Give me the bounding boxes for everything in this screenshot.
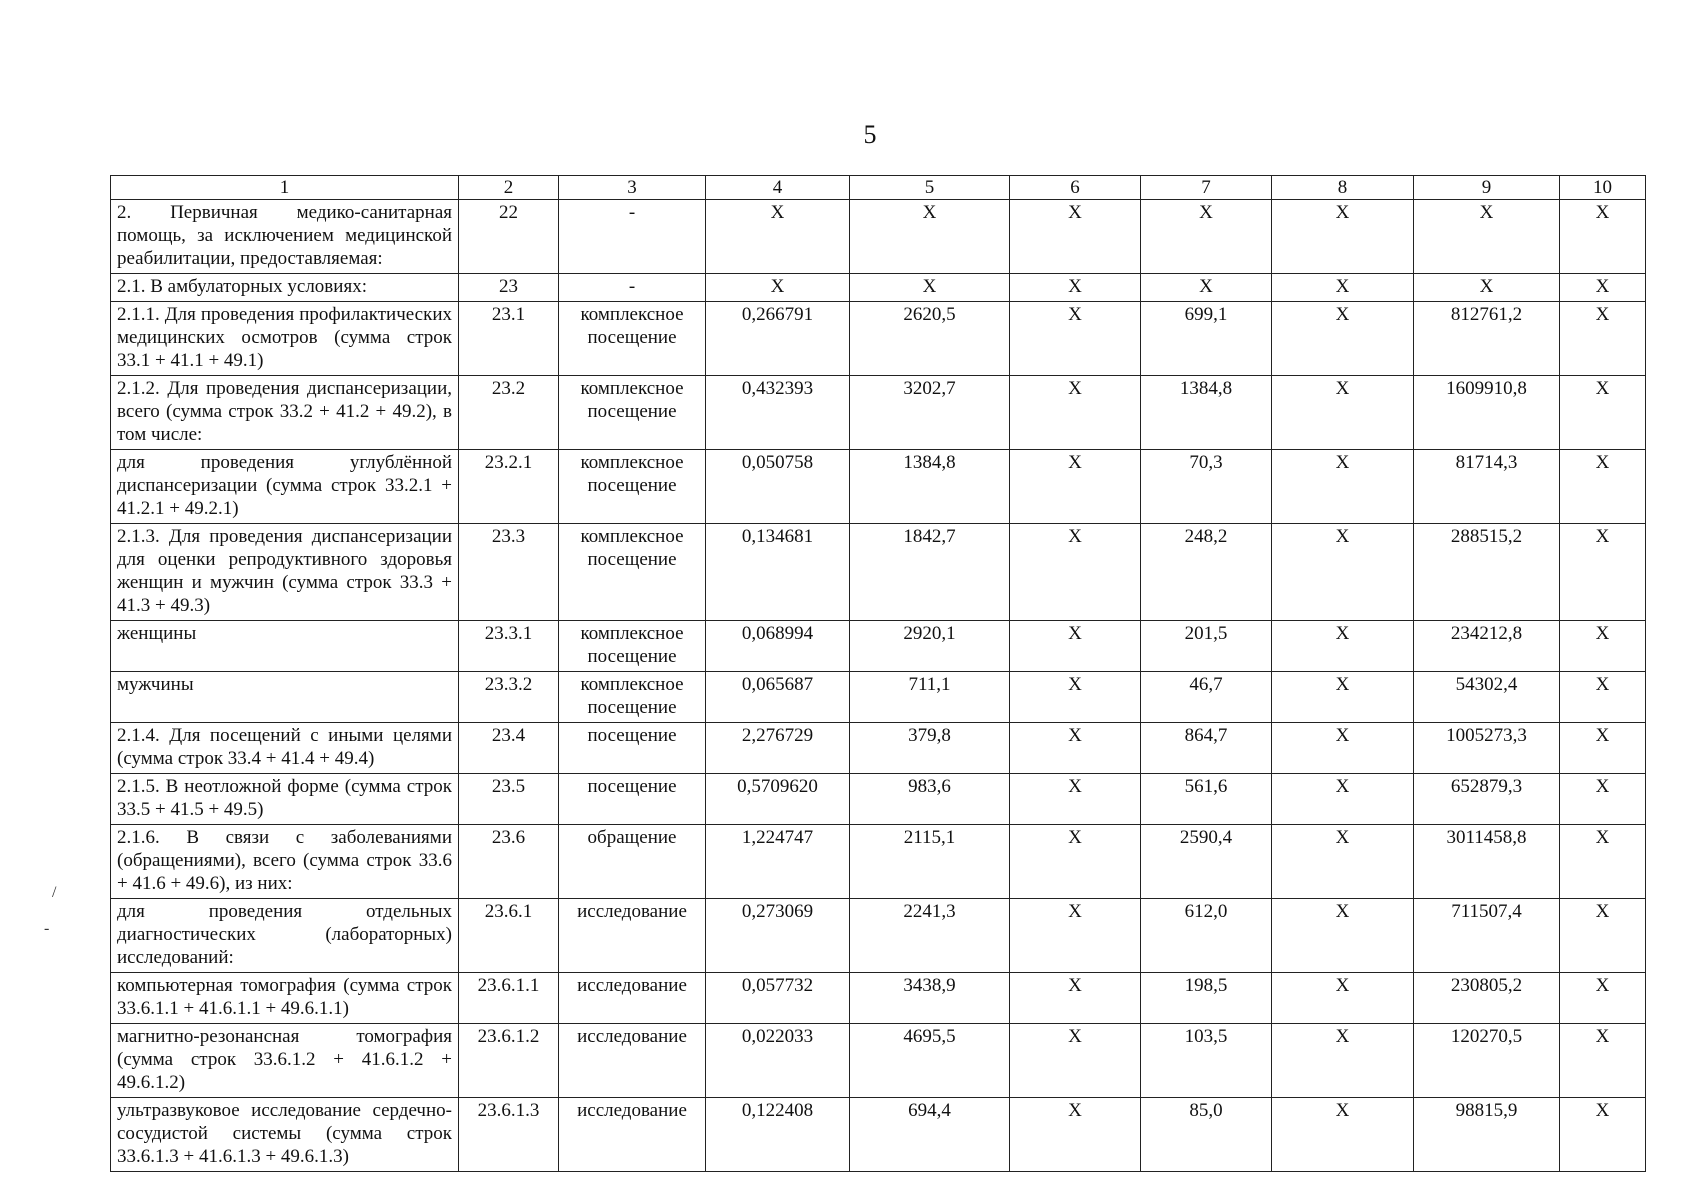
unit-cell: комплексное посещение — [559, 302, 706, 376]
col-7-value-cell: 864,7 — [1141, 723, 1272, 774]
col-6-value-cell: X — [1010, 1024, 1141, 1098]
unit-cell: - — [559, 200, 706, 274]
col-5-value-cell: 694,4 — [850, 1098, 1010, 1172]
col-6-value-cell: X — [1010, 774, 1141, 825]
col-9-value-cell: 1609910,8 — [1414, 376, 1560, 450]
col-7-value-cell: 612,0 — [1141, 899, 1272, 973]
table-header-row — [111, 176, 1646, 200]
col-9-value-cell: 652879,3 — [1414, 774, 1560, 825]
col-9-value-cell: X — [1414, 274, 1560, 302]
row-number-cell: 23.3.1 — [459, 621, 559, 672]
table-row — [111, 774, 1646, 825]
col-7-value-cell: 85,0 — [1141, 1098, 1272, 1172]
table-row — [111, 1024, 1646, 1098]
column-header-3: 3 — [559, 176, 706, 200]
column-header-1: 1 — [111, 176, 459, 200]
col-7-value-cell: 2590,4 — [1141, 825, 1272, 899]
col-7-value-cell: 699,1 — [1141, 302, 1272, 376]
col-7-value-cell: 70,3 — [1141, 450, 1272, 524]
col-10-value-cell: X — [1560, 723, 1646, 774]
row-name-cell: 2.1.3. Для проведения диспансеризации для оценки репродуктивного здоровья женщин и мужчин (сумма строк 33.3 + 41.3 + 49.3) — [111, 524, 459, 621]
col-5-value-cell: 983,6 — [850, 774, 1010, 825]
col-10-value-cell: X — [1560, 774, 1646, 825]
col-5-value-cell: 3438,9 — [850, 973, 1010, 1024]
row-number-cell: 23.6.1 — [459, 899, 559, 973]
column-header-4: 4 — [706, 176, 850, 200]
row-number-cell: 23.6.1.3 — [459, 1098, 559, 1172]
col-9-value-cell: 98815,9 — [1414, 1098, 1560, 1172]
column-header-9: 9 — [1414, 176, 1560, 200]
table-row — [111, 621, 1646, 672]
col-7-value-cell: 1384,8 — [1141, 376, 1272, 450]
row-name-cell: компьютерная томография (сумма строк 33.6.1.1 + 41.6.1.1 + 49.6.1.1) — [111, 973, 459, 1024]
col-8-value-cell: X — [1272, 200, 1414, 274]
unit-cell: - — [559, 274, 706, 302]
col-8-value-cell: X — [1272, 973, 1414, 1024]
col-8-value-cell: X — [1272, 621, 1414, 672]
col-4-value-cell: 0,432393 — [706, 376, 850, 450]
column-header-7: 7 — [1141, 176, 1272, 200]
col-9-value-cell: 120270,5 — [1414, 1024, 1560, 1098]
row-name-cell: мужчины — [111, 672, 459, 723]
col-6-value-cell: X — [1010, 274, 1141, 302]
row-number-cell: 23.3 — [459, 524, 559, 621]
row-number-cell: 22 — [459, 200, 559, 274]
col-7-value-cell: 201,5 — [1141, 621, 1272, 672]
col-6-value-cell: X — [1010, 524, 1141, 621]
col-4-value-cell: 1,224747 — [706, 825, 850, 899]
col-5-value-cell: 711,1 — [850, 672, 1010, 723]
col-6-value-cell: X — [1010, 899, 1141, 973]
col-9-value-cell: 711507,4 — [1414, 899, 1560, 973]
col-8-value-cell: X — [1272, 723, 1414, 774]
col-9-value-cell: 1005273,3 — [1414, 723, 1560, 774]
col-6-value-cell: X — [1010, 200, 1141, 274]
col-8-value-cell: X — [1272, 450, 1414, 524]
table-row — [111, 973, 1646, 1024]
row-number-cell: 23.6 — [459, 825, 559, 899]
table-row — [111, 723, 1646, 774]
table-row — [111, 825, 1646, 899]
col-8-value-cell: X — [1272, 774, 1414, 825]
row-name-cell: 2.1.2. Для проведения диспансеризации, всего (сумма строк 33.2 + 41.2 + 49.2), в том числе: — [111, 376, 459, 450]
table-row — [111, 899, 1646, 973]
col-10-value-cell: X — [1560, 1024, 1646, 1098]
column-header-10: 10 — [1560, 176, 1646, 200]
col-5-value-cell: 379,8 — [850, 723, 1010, 774]
col-6-value-cell: X — [1010, 1098, 1141, 1172]
table-row — [111, 450, 1646, 524]
col-6-value-cell: X — [1010, 723, 1141, 774]
col-8-value-cell: X — [1272, 1098, 1414, 1172]
col-8-value-cell: X — [1272, 302, 1414, 376]
row-name-cell: для проведения отдельных диагностических (лабораторных) исследований: — [111, 899, 459, 973]
table-row — [111, 302, 1646, 376]
unit-cell: комплексное посещение — [559, 672, 706, 723]
table-row — [111, 1098, 1646, 1172]
row-name-cell: магнитно-резонансная томография (сумма строк 33.6.1.2 + 41.6.1.2 + 49.6.1.2) — [111, 1024, 459, 1098]
table-row — [111, 200, 1646, 274]
unit-cell: комплексное посещение — [559, 621, 706, 672]
col-9-value-cell: X — [1414, 200, 1560, 274]
col-8-value-cell: X — [1272, 376, 1414, 450]
col-9-value-cell: 234212,8 — [1414, 621, 1560, 672]
unit-cell: посещение — [559, 723, 706, 774]
row-number-cell: 23.3.2 — [459, 672, 559, 723]
col-5-value-cell: 2241,3 — [850, 899, 1010, 973]
col-10-value-cell: X — [1560, 274, 1646, 302]
row-number-cell: 23.6.1.2 — [459, 1024, 559, 1098]
col-7-value-cell: 46,7 — [1141, 672, 1272, 723]
col-10-value-cell: X — [1560, 973, 1646, 1024]
col-6-value-cell: X — [1010, 302, 1141, 376]
col-7-value-cell: 248,2 — [1141, 524, 1272, 621]
col-4-value-cell: 0,022033 — [706, 1024, 850, 1098]
col-5-value-cell: 2920,1 — [850, 621, 1010, 672]
col-6-value-cell: X — [1010, 973, 1141, 1024]
row-name-cell: для проведения углублённой диспансеризации (сумма строк 33.2.1 + 41.2.1 + 49.2.1) — [111, 450, 459, 524]
row-number-cell: 23.1 — [459, 302, 559, 376]
col-4-value-cell: X — [706, 274, 850, 302]
col-6-value-cell: X — [1010, 825, 1141, 899]
row-name-cell: женщины — [111, 621, 459, 672]
row-name-cell: 2.1. В амбулаторных условиях: — [111, 274, 459, 302]
col-5-value-cell: 2115,1 — [850, 825, 1010, 899]
col-10-value-cell: X — [1560, 621, 1646, 672]
unit-cell: исследование — [559, 899, 706, 973]
unit-cell: посещение — [559, 774, 706, 825]
unit-cell: исследование — [559, 1024, 706, 1098]
col-10-value-cell: X — [1560, 899, 1646, 973]
row-name-cell: 2.1.6. В связи с заболеваниями (обращениями), всего (сумма строк 33.6 + 41.6 + 49.6), из них: — [111, 825, 459, 899]
table-body — [111, 200, 1646, 1172]
col-9-value-cell: 812761,2 — [1414, 302, 1560, 376]
col-6-value-cell: X — [1010, 621, 1141, 672]
col-7-value-cell: 561,6 — [1141, 774, 1272, 825]
col-5-value-cell: 3202,7 — [850, 376, 1010, 450]
col-8-value-cell: X — [1272, 1024, 1414, 1098]
col-10-value-cell: X — [1560, 450, 1646, 524]
col-4-value-cell: 0,273069 — [706, 899, 850, 973]
col-5-value-cell: X — [850, 274, 1010, 302]
col-9-value-cell: 288515,2 — [1414, 524, 1560, 621]
col-10-value-cell: X — [1560, 1098, 1646, 1172]
col-7-value-cell: 103,5 — [1141, 1024, 1272, 1098]
table-row — [111, 274, 1646, 302]
table-row — [111, 524, 1646, 621]
col-7-value-cell: X — [1141, 200, 1272, 274]
col-4-value-cell: X — [706, 200, 850, 274]
column-header-2: 2 — [459, 176, 559, 200]
row-name-cell: ультразвуковое исследование сердечно-сосудистой системы (сумма строк 33.6.1.3 + 41.6.1.3 + 49.6.1.3) — [111, 1098, 459, 1172]
column-header-6: 6 — [1010, 176, 1141, 200]
row-number-cell: 23.2.1 — [459, 450, 559, 524]
col-4-value-cell: 0,266791 — [706, 302, 850, 376]
row-name-cell: 2.1.4. Для посещений с иными целями (сумма строк 33.4 + 41.4 + 49.4) — [111, 723, 459, 774]
col-4-value-cell: 0,122408 — [706, 1098, 850, 1172]
col-6-value-cell: X — [1010, 450, 1141, 524]
unit-cell: комплексное посещение — [559, 376, 706, 450]
col-10-value-cell: X — [1560, 672, 1646, 723]
unit-cell: исследование — [559, 973, 706, 1024]
col-7-value-cell: X — [1141, 274, 1272, 302]
col-5-value-cell: 1842,7 — [850, 524, 1010, 621]
col-10-value-cell: X — [1560, 200, 1646, 274]
unit-cell: комплексное посещение — [559, 524, 706, 621]
col-9-value-cell: 3011458,8 — [1414, 825, 1560, 899]
page-number: 5 — [863, 120, 877, 149]
stray-mark: - — [44, 920, 50, 937]
column-header-5: 5 — [850, 176, 1010, 200]
col-4-value-cell: 2,276729 — [706, 723, 850, 774]
col-8-value-cell: X — [1272, 524, 1414, 621]
row-name-cell: 2. Первичная медико-санитарная помощь, за исключением медицинской реабилитации, предоставляемая: — [111, 200, 459, 274]
col-9-value-cell: 81714,3 — [1414, 450, 1560, 524]
col-8-value-cell: X — [1272, 899, 1414, 973]
col-6-value-cell: X — [1010, 672, 1141, 723]
row-name-cell: 2.1.5. В неотложной форме (сумма строк 33.5 + 41.5 + 49.5) — [111, 774, 459, 825]
col-10-value-cell: X — [1560, 376, 1646, 450]
tariff-table — [110, 175, 1646, 1172]
col-4-value-cell: 0,5709620 — [706, 774, 850, 825]
col-9-value-cell: 54302,4 — [1414, 672, 1560, 723]
row-number-cell: 23.5 — [459, 774, 559, 825]
stray-mark: / — [52, 884, 57, 901]
col-4-value-cell: 0,050758 — [706, 450, 850, 524]
col-9-value-cell: 230805,2 — [1414, 973, 1560, 1024]
row-number-cell: 23.2 — [459, 376, 559, 450]
table-row — [111, 672, 1646, 723]
col-5-value-cell: X — [850, 200, 1010, 274]
column-header-8: 8 — [1272, 176, 1414, 200]
unit-cell: обращение — [559, 825, 706, 899]
row-name-cell: 2.1.1. Для проведения профилактических медицинских осмотров (сумма строк 33.1 + 41.1 + 49.1) — [111, 302, 459, 376]
col-5-value-cell: 1384,8 — [850, 450, 1010, 524]
col-8-value-cell: X — [1272, 672, 1414, 723]
col-6-value-cell: X — [1010, 376, 1141, 450]
col-4-value-cell: 0,068994 — [706, 621, 850, 672]
col-5-value-cell: 4695,5 — [850, 1024, 1010, 1098]
col-10-value-cell: X — [1560, 524, 1646, 621]
unit-cell: исследование — [559, 1098, 706, 1172]
unit-cell: комплексное посещение — [559, 450, 706, 524]
col-4-value-cell: 0,134681 — [706, 524, 850, 621]
col-4-value-cell: 0,057732 — [706, 973, 850, 1024]
table-row — [111, 376, 1646, 450]
col-10-value-cell: X — [1560, 302, 1646, 376]
col-5-value-cell: 2620,5 — [850, 302, 1010, 376]
col-4-value-cell: 0,065687 — [706, 672, 850, 723]
col-8-value-cell: X — [1272, 274, 1414, 302]
row-number-cell: 23 — [459, 274, 559, 302]
col-7-value-cell: 198,5 — [1141, 973, 1272, 1024]
row-number-cell: 23.4 — [459, 723, 559, 774]
col-10-value-cell: X — [1560, 825, 1646, 899]
row-number-cell: 23.6.1.1 — [459, 973, 559, 1024]
col-8-value-cell: X — [1272, 825, 1414, 899]
